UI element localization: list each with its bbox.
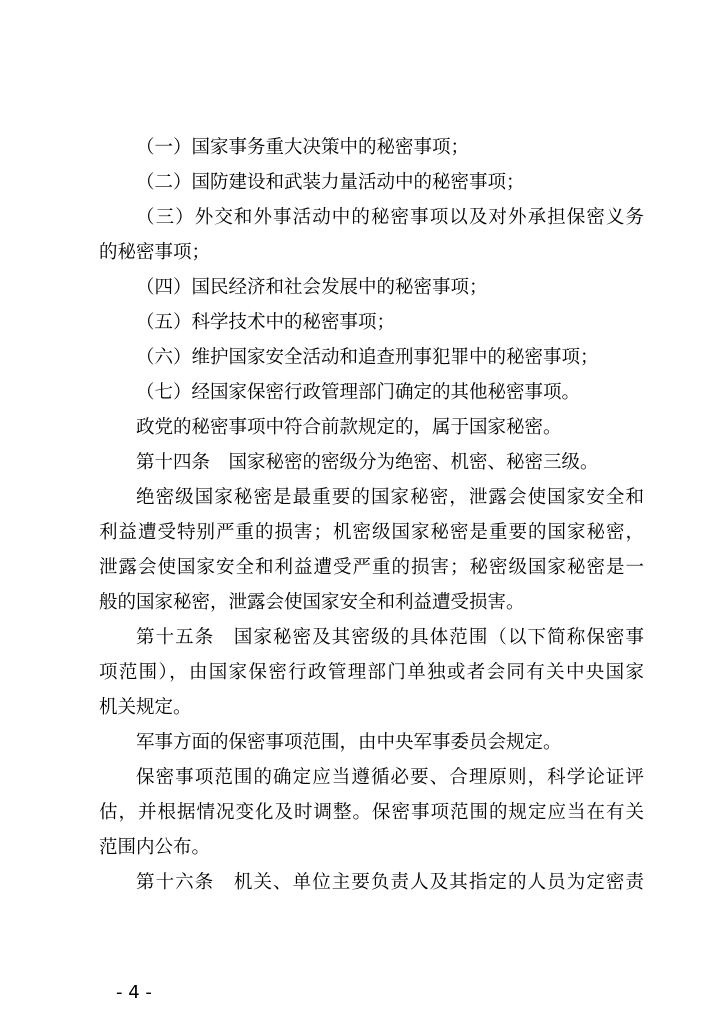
text-line: （二）国防建设和武装力量活动中的秘密事项； bbox=[136, 172, 525, 193]
page-number: - 4 - bbox=[116, 982, 152, 1003]
text-line: 估，并根据情况变化及时调整。保密事项范围的规定应当在有关 bbox=[99, 802, 644, 823]
text-line: 政党的秘密事项中符合前款规定的，属于国家秘密。 bbox=[136, 417, 562, 438]
text-line: 项范围），由国家保密行政管理部门单独或者会同有关中央国家 bbox=[99, 662, 644, 683]
text-line: 泄露会使国家安全和利益遭受严重的损害；秘密级国家秘密是一 bbox=[99, 557, 644, 578]
text-line: （四）国民经济和社会发展中的秘密事项； bbox=[136, 277, 488, 298]
text-line: 第十六条 机关、单位主要负责人及其指定的人员为定密责 bbox=[136, 872, 644, 893]
text-line: （六）维护国家安全活动和追查刑事犯罪中的秘密事项； bbox=[136, 347, 599, 368]
text-line: 的秘密事项； bbox=[99, 242, 211, 263]
text-line: 绝密级国家秘密是最重要的国家秘密，泄露会使国家安全和 bbox=[136, 487, 644, 508]
text-line: 机关规定。 bbox=[99, 697, 192, 718]
text-line: 第十五条 国家秘密及其密级的具体范围（以下简称保密事 bbox=[136, 627, 644, 648]
text-line: （一）国家事务重大决策中的秘密事项； bbox=[136, 137, 470, 158]
text-line: （三）外交和外事活动中的秘密事项以及对外承担保密义务 bbox=[136, 207, 644, 228]
text-line: 第十四条 国家秘密的密级分为绝密、机密、秘密三级。 bbox=[136, 452, 599, 473]
text-line: （五）科学技术中的秘密事项； bbox=[136, 312, 396, 333]
text-line: 利益遭受特别严重的损害；机密级国家秘密是重要的国家秘密， bbox=[99, 522, 644, 543]
text-line: 般的国家秘密，泄露会使国家安全和利益遭受损害。 bbox=[99, 592, 525, 613]
text-line: （七）经国家保密行政管理部门确定的其他秘密事项。 bbox=[136, 382, 581, 403]
text-line: 范围内公布。 bbox=[99, 837, 211, 858]
text-line: 保密事项范围的确定应当遵循必要、合理原则，科学论证评 bbox=[136, 767, 644, 788]
text-line: 军事方面的保密事项范围，由中央军事委员会规定。 bbox=[136, 732, 562, 753]
